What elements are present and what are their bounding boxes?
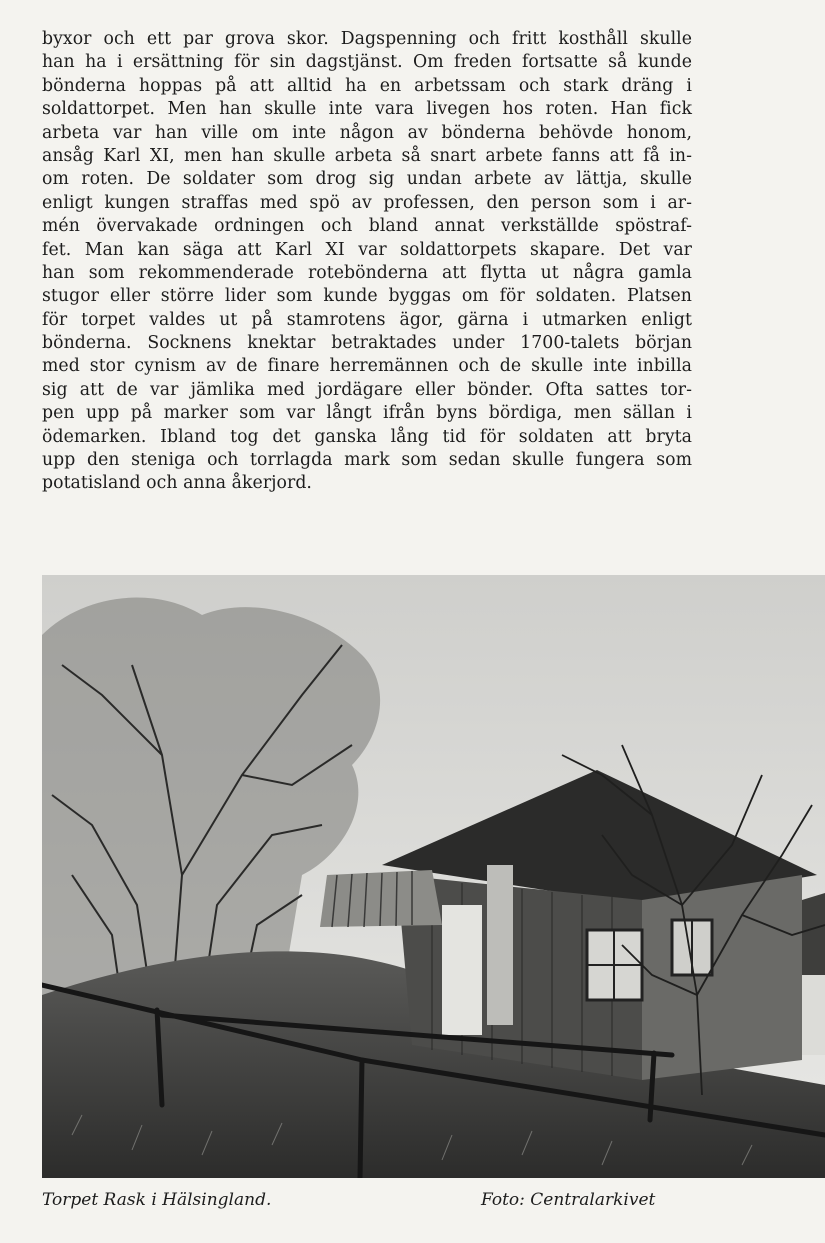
text-line: upp den steniga och torrlagda mark som sedan skulle fungera som bbox=[42, 450, 692, 471]
text-line: bönderna hoppas på att alltid ha en arbetssam och stark dräng i bbox=[42, 75, 692, 96]
text-line: för torpet valdes ut på stamrotens ägor, gärna i utmarken enligt bbox=[42, 309, 692, 330]
text-line: bönderna. Socknens knektar betraktades under 1700-talets början bbox=[42, 333, 692, 354]
text-line: ansåg Karl XI, men han skulle arbeta så snart arbete fanns att få in- bbox=[42, 145, 692, 166]
text-line: arbeta var han ville om inte någon av bönderna behövde honom, bbox=[42, 122, 692, 143]
text-line: fet. Man kan säga att Karl XI var soldattorpets skapare. Det var bbox=[42, 239, 692, 260]
text-line: han som rekommenderade rotebönderna att flytta ut några gamla bbox=[42, 262, 692, 283]
text-line: ödemarken. Ibland tog det ganska lång tid för soldaten att bryta bbox=[42, 426, 692, 447]
text-line: sig att de var jämlika med jordägare eller bönder. Ofta sattes tor- bbox=[42, 379, 692, 400]
photo-caption: Torpet Rask i Hälsingland. bbox=[42, 1190, 272, 1210]
house-door bbox=[442, 905, 482, 1035]
text-line: byxor och ett par grova skor. Dagspenning och fritt kosthåll skulle bbox=[42, 29, 692, 49]
article-body-text bbox=[42, 28, 692, 496]
text-line: med stor cynism av de finare herremännen och de skulle inte inbilla bbox=[42, 356, 692, 377]
door-frame bbox=[487, 865, 513, 1025]
photo-credit: Foto: Centralarkivet bbox=[481, 1190, 656, 1210]
torp-photograph bbox=[42, 575, 825, 1178]
text-line: enligt kungen straffas med spö av professen, den person som i ar- bbox=[42, 192, 692, 213]
text-line: soldattorpet. Men han skulle inte vara livegen hos roten. Han fick bbox=[42, 99, 692, 120]
text-line: stugor eller större lider som kunde byggas om för soldaten. Platsen bbox=[42, 286, 692, 307]
text-line: mén övervakade ordningen och bland annat verkställde spöstraf- bbox=[42, 216, 692, 237]
text-line: om roten. De soldater som drog sig undan arbete av lättja, skulle bbox=[42, 169, 692, 190]
text-line: pen upp på marker som var långt ifrån byns bördiga, men sällan i bbox=[42, 403, 692, 424]
text-line: han ha i ersättning för sin dagstjänst. Om freden fortsatte så kunde bbox=[42, 52, 692, 73]
house-gable-wall bbox=[642, 875, 802, 1080]
text-line: potatisland och anna åkerjord. bbox=[42, 473, 312, 494]
